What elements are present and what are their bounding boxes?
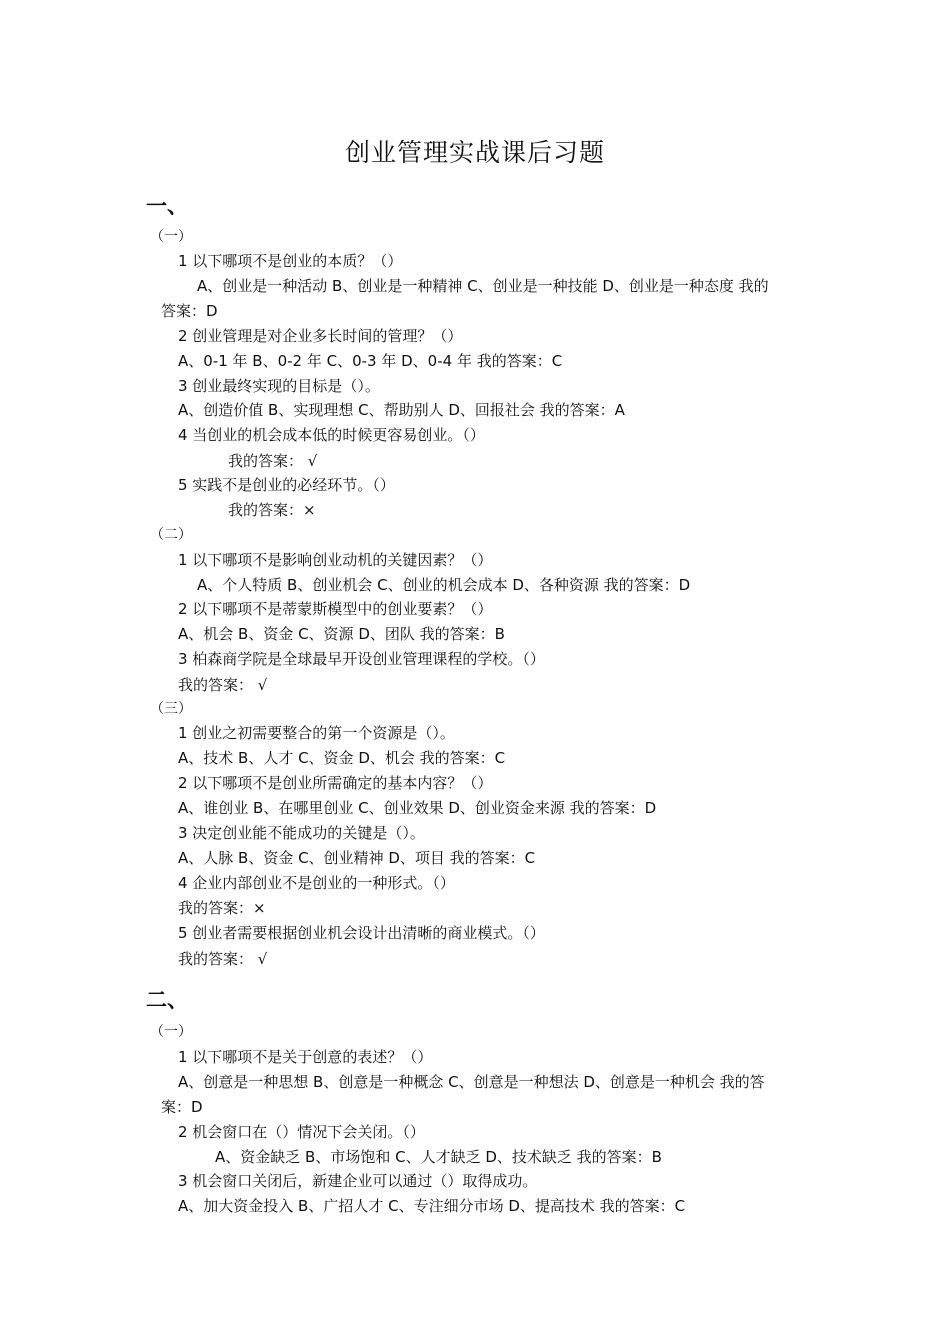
part-heading-1: 一、 [146,193,188,218]
options-text: A、0-1 年 B、0-2 年 C、0-3 年 D、0-4 年 我的答案：C [178,352,563,370]
question-text: 4 企业内部创业不是创业的一种形式。（） [178,874,455,892]
question-text: 3 机会窗口关闭后，新建企业可以通过（）取得成功。 [178,1172,538,1190]
part-heading-2: 二、 [146,987,188,1012]
question-text: 2 以下哪项不是蒂蒙斯模型中的创业要素？（） [178,600,493,618]
question-text: 5 创业者需要根据创业机会设计出清晰的商业模式。（） [178,924,545,942]
answer-text: 我的答案：× [178,899,266,917]
options-text: A、谁创业 B、在哪里创业 C、创业效果 D、创业资金来源 我的答案：D [178,799,657,817]
options-text: A、机会 B、资金 C、资源 D、团队 我的答案：B [178,625,505,643]
question-text: 2 机会窗口在（）情况下会关闭。（） [178,1123,425,1141]
section-label: （三） [150,701,192,717]
answer-text: 案：D [161,1098,203,1116]
options-text: A、创造价值 B、实现理想 C、帮助别人 D、回报社会 我的答案：A [178,401,625,419]
page-title: 创业管理实战课后习题 [344,138,605,167]
question-text: 4 当创业的机会成本低的时候更容易创业。（） [178,426,485,444]
options-text: A、创意是一种思想 B、创意是一种概念 C、创意是一种想法 D、创意是一种机会 我的答 [178,1073,765,1091]
question-text: 1 以下哪项不是影响创业动机的关键因素？（） [178,551,493,569]
question-text: 2 创业管理是对企业多长时间的管理？（） [178,327,463,345]
question-text: 1 创业之初需要整合的第一个资源是（）。 [178,724,455,742]
section-label: （一） [150,1024,192,1040]
options-text: A、个人特质 B、创业机会 C、创业的机会成本 D、各种资源 我的答案：D [197,576,691,594]
question-text: 2 以下哪项不是创业所需确定的基本内容？（） [178,774,493,792]
question-text: 5 实践不是创业的必经环节。（） [178,476,395,494]
options-text: A、人脉 B、资金 C、创业精神 D、项目 我的答案：C [178,849,536,867]
answer-text: 我的答案： √ [178,676,268,694]
question-text: 3 决定创业能不能成功的关键是（）。 [178,824,425,842]
answer-text: 我的答案：× [228,501,316,519]
options-text: A、技术 B、人才 C、资金 D、机会 我的答案：C [178,749,506,767]
answer-text: 答案：D [161,302,218,320]
section-label: （一） [150,229,192,245]
answer-text: 我的答案： √ [228,452,318,470]
question-text: 1 以下哪项不是关于创意的表述？（） [178,1048,433,1066]
options-text: A、创业是一种活动 B、创业是一种精神 C、创业是一种技能 D、创业是一种态度 我的 [197,277,769,295]
question-text: 1 以下哪项不是创业的本质？（） [178,252,403,270]
answer-text: 我的答案： √ [178,950,268,968]
options-text: A、加大资金投入 B、广招人才 C、专注细分市场 D、提高技术 我的答案：C [178,1197,686,1215]
question-text: 3 柏森商学院是全球最早开设创业管理课程的学校。（） [178,650,545,668]
question-text: 3 创业最终实现的目标是（）。 [178,377,380,395]
options-text: A、资金缺乏 B、市场饱和 C、人才缺乏 D、技术缺乏 我的答案：B [215,1148,662,1166]
section-label: （二） [150,527,192,543]
